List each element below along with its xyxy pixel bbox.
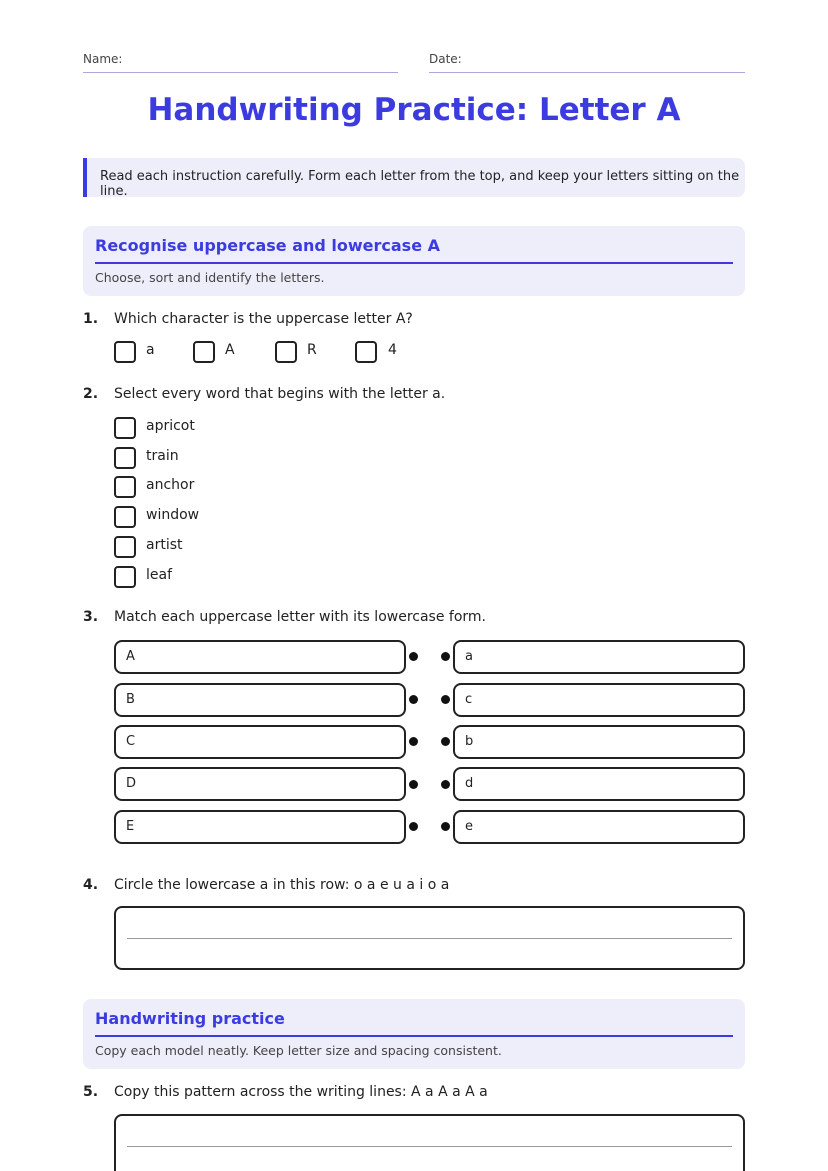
match-left-dot[interactable] [409,652,418,661]
option-checkbox[interactable] [114,536,136,558]
name-label: Name: [83,52,123,66]
question-text: Match each uppercase letter with its lowercase form. [114,609,486,625]
writing-line [127,938,732,939]
writing-line [127,1146,732,1147]
page-title: Handwriting Practice: Letter A [147,92,681,128]
match-right-box[interactable] [453,683,745,717]
match-left-box[interactable] [114,810,406,844]
match-right-box[interactable] [453,767,745,801]
match-left-dot[interactable] [409,822,418,831]
answer-writing-box[interactable] [114,906,745,970]
question-number: 3. [83,609,99,625]
option-checkbox[interactable] [275,341,297,363]
match-left-label: A [126,649,135,664]
option-label: artist [146,537,183,553]
question-number: 2. [83,386,99,402]
option-checkbox[interactable] [114,341,136,363]
match-left-box[interactable] [114,767,406,801]
option-label: apricot [146,418,195,434]
match-right-dot[interactable] [441,780,450,789]
match-right-label: e [465,819,473,834]
option-checkbox[interactable] [114,476,136,498]
match-right-label: b [465,734,474,749]
option-label: anchor [146,477,195,493]
option-label: window [146,507,200,523]
match-left-box[interactable] [114,640,406,674]
option-checkbox[interactable] [193,341,215,363]
option-checkbox[interactable] [355,341,377,363]
option-label: A [225,342,235,358]
match-left-box[interactable] [114,683,406,717]
section-title: Handwriting practice [95,1009,733,1037]
match-right-label: c [465,692,473,707]
match-right-box[interactable] [453,810,745,844]
match-right-label: a [465,649,473,664]
match-right-box[interactable] [453,640,745,674]
match-right-dot[interactable] [441,737,450,746]
question-text: Copy this pattern across the writing lines: A a A a A a [114,1084,488,1100]
match-left-label: C [126,734,136,749]
match-left-dot[interactable] [409,737,418,746]
option-checkbox[interactable] [114,566,136,588]
section-subtitle: Copy each model neatly. Keep letter size and spacing consistent. [95,1043,502,1058]
name-field[interactable] [83,52,398,73]
option-label: leaf [146,567,173,583]
option-label: 4 [388,342,397,358]
answer-writing-box[interactable] [114,1114,745,1171]
match-left-dot[interactable] [409,780,418,789]
option-checkbox[interactable] [114,447,136,469]
match-left-dot[interactable] [409,695,418,704]
section-handwriting [83,999,745,1069]
option-checkbox[interactable] [114,506,136,528]
match-left-label: D [126,776,137,791]
date-field[interactable] [429,52,745,73]
header-fields [83,52,745,74]
match-left-box[interactable] [114,725,406,759]
match-right-dot[interactable] [441,822,450,831]
section-subtitle: Choose, sort and identify the letters. [95,270,325,285]
match-right-label: d [465,776,474,791]
question-text: Select every word that begins with the letter a. [114,386,446,402]
question-number: 4. [83,877,99,893]
section-title: Recognise uppercase and lowercase A [95,236,733,264]
match-right-dot[interactable] [441,695,450,704]
question-number: 1. [83,311,99,327]
option-label: R [307,342,317,358]
instructions-callout: Read each instruction carefully. Form each letter from the top, and keep your letters sitting on the line. [83,158,745,197]
match-left-label: B [126,692,135,707]
section-recognise [83,226,745,296]
match-right-dot[interactable] [441,652,450,661]
question-number: 5. [83,1084,99,1100]
date-label: Date: [429,52,462,66]
option-label: a [146,342,155,358]
option-label: train [146,448,179,464]
question-text: Which character is the uppercase letter A? [114,311,413,327]
match-right-box[interactable] [453,725,745,759]
option-checkbox[interactable] [114,417,136,439]
match-left-label: E [126,819,135,834]
question-text: Circle the lowercase a in this row: o a e u a i o a [114,877,450,893]
